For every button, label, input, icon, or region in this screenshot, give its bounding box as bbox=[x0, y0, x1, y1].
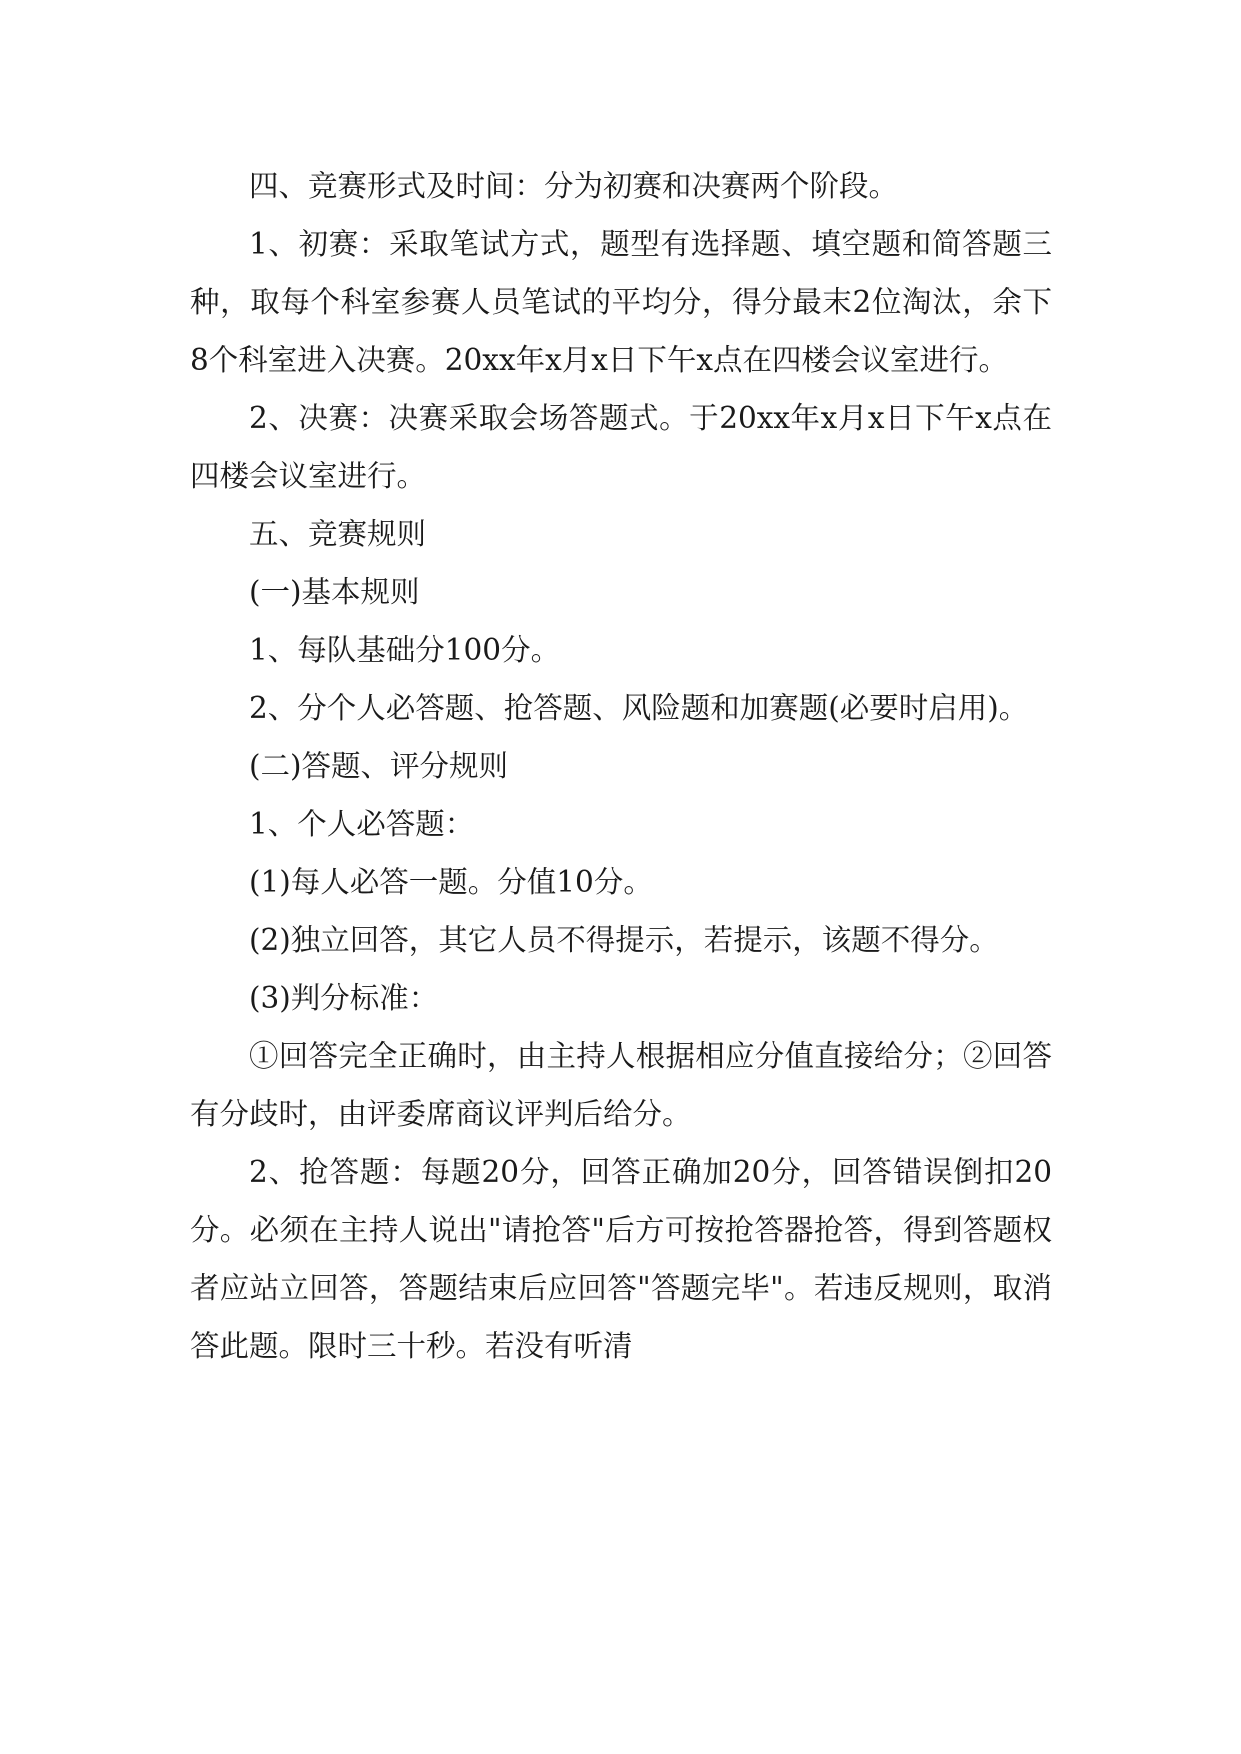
paragraph-preliminary-round: 1、初赛：采取笔试方式，题型有选择题、填空题和简答题三种，取每个科室参赛人员笔试的平均分，得分最末2位淘汰，余下8个科室进入决赛。20xx年x月x日下午x点在四楼会议室进行。 bbox=[190, 227, 1052, 377]
subheading-basic-rules: (一)基本规则 bbox=[249, 575, 420, 609]
list-item-answer-independently: (2)独立回答，其它人员不得提示，若提示，该题不得分。 bbox=[249, 923, 999, 957]
document-body bbox=[190, 157, 1052, 1375]
paragraph-final-round: 2、决赛：决赛采取会场答题式。于20xx年x月x日下午x点在四楼会议室进行。 bbox=[190, 401, 1052, 493]
list-item-scoring-standard: (3)判分标准： bbox=[249, 981, 439, 1015]
section-heading-competition-format: 四、竞赛形式及时间：分为初赛和决赛两个阶段。 bbox=[249, 169, 899, 203]
paragraph-base-score: 1、每队基础分100分。 bbox=[249, 633, 561, 667]
paragraph-question-types: 2、分个人必答题、抢答题、风险题和加赛题(必要时启用)。 bbox=[249, 691, 1029, 725]
paragraph-scoring-criteria: ①回答完全正确时，由主持人根据相应分值直接给分；②回答有分歧时，由评委席商议评判后给分。 bbox=[190, 1039, 1052, 1131]
section-heading-competition-rules: 五、竞赛规则 bbox=[249, 517, 427, 551]
paragraph-quick-answer: 2、抢答题：每题20分，回答正确加20分，回答错误倒扣20分。必须在主持人说出"请抢答"后方可按抢答器抢答，得到答题权者应站立回答，答题结束后应回答"答题完毕"。若违反规则，取消答此题。限时三十秒。若没有听清 bbox=[190, 1155, 1052, 1363]
subheading-answer-scoring-rules: (二)答题、评分规则 bbox=[249, 749, 509, 783]
list-item-one-question-each: (1)每人必答一题。分值10分。 bbox=[249, 865, 653, 899]
paragraph-individual-required: 1、个人必答题： bbox=[249, 807, 475, 841]
